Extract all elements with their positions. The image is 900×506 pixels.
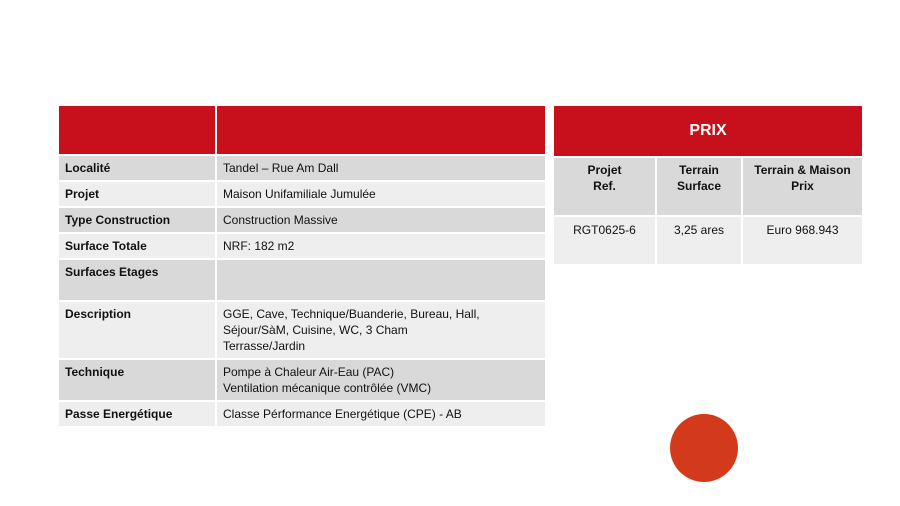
table-row	[59, 301, 545, 359]
row-label: Localité	[59, 155, 216, 181]
row-value: Pompe à Chaleur Air-Eau (PAC) Ventilation mécanique contrôlée (VMC)	[216, 359, 545, 401]
table-row	[59, 207, 545, 233]
price-title: PRIX	[554, 106, 862, 157]
table-row	[59, 233, 545, 259]
table-row	[59, 259, 545, 301]
row-label: Description	[59, 301, 216, 359]
table-row	[59, 401, 545, 426]
table-row	[554, 216, 862, 264]
row-label: Surfaces Etages	[59, 259, 216, 301]
price-cell: Euro 968.943	[742, 216, 862, 264]
property-details-table	[59, 106, 545, 426]
row-label: Technique	[59, 359, 216, 401]
land-surface-cell: 3,25 ares	[656, 216, 742, 264]
price-table	[554, 106, 862, 264]
row-value: Classe Pérformance Energétique (CPE) - AB	[216, 401, 545, 426]
row-value: Maison Unifamiliale Jumulée	[216, 181, 545, 207]
project-ref-cell: RGT0625-6	[554, 216, 656, 264]
table-row	[59, 359, 545, 401]
row-label: Passe Energétique	[59, 401, 216, 426]
row-label: Projet	[59, 181, 216, 207]
details-header-cell	[59, 106, 216, 155]
row-value: Tandel – Rue Am Dall	[216, 155, 545, 181]
price-column-header: Projet Ref.	[554, 157, 656, 216]
price-column-header: Terrain & Maison Prix	[742, 157, 862, 216]
details-header-cell	[216, 106, 545, 155]
row-value: GGE, Cave, Technique/Buanderie, Bureau, Hall, Séjour/SàM, Cuisine, WC, 3 Cham Terrasse/Jardin	[216, 301, 545, 359]
table-row	[59, 181, 545, 207]
row-value	[216, 259, 545, 301]
details-header-row	[59, 106, 545, 155]
row-label: Type Construction	[59, 207, 216, 233]
slide-title	[232, 52, 662, 76]
decorative-circle	[670, 414, 738, 482]
row-value: Construction Massive	[216, 207, 545, 233]
price-column-header: Terrain Surface	[656, 157, 742, 216]
row-label: Surface Totale	[59, 233, 216, 259]
table-row	[59, 155, 545, 181]
row-value: NRF: 182 m2	[216, 233, 545, 259]
